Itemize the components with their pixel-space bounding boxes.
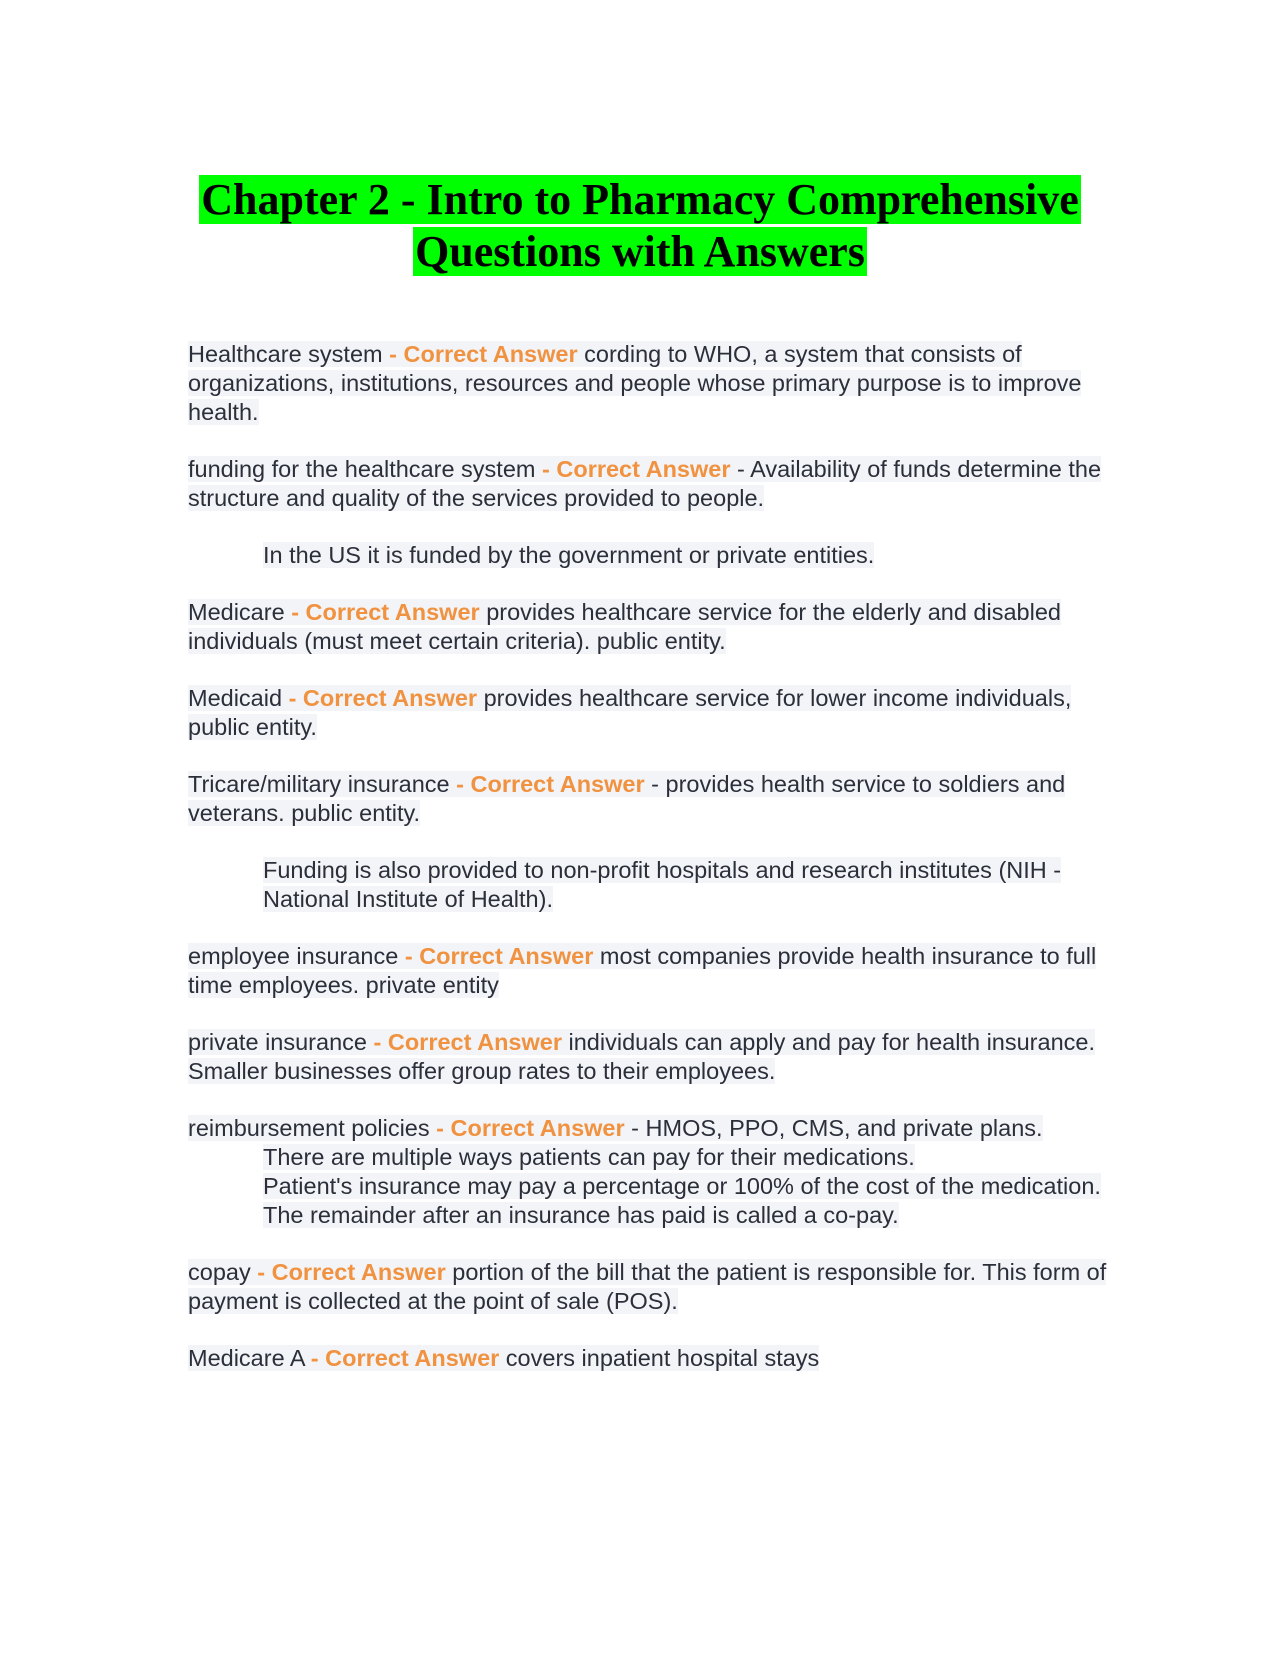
qa-item [188, 684, 1138, 742]
definition: provides healthcare service for the elderly and disabled individuals (must meet certain criteria). public entity. [188, 599, 1061, 654]
term: copay [188, 1259, 258, 1285]
answer-marker: - Correct Answer [542, 456, 731, 482]
definition: portion of the bill that the patient is responsible for. This form of payment is collected at the point of sale (POS). [188, 1259, 1107, 1314]
definition: - HMOS, PPO, CMS, and private plans. [624, 1115, 1043, 1141]
term: Tricare/military insurance [188, 771, 457, 797]
definition: provides healthcare service for lower income individuals, public entity. [188, 685, 1072, 740]
term: reimbursement policies [188, 1115, 437, 1141]
definition: cording to WHO, a system that consists of organizations, institutions, resources and people whose primary purpose is to improve health. [188, 341, 1082, 425]
qa-item [188, 340, 1138, 427]
qa-item [188, 770, 1138, 828]
note-text: In the US it is funded by the government or private entities. [263, 542, 875, 568]
definition: - provides health service to soldiers and veterans. public entity. [188, 771, 1066, 826]
qa-item [188, 1028, 1138, 1086]
subline: The remainder after an insurance has paid is called a co-pay. [263, 1202, 899, 1228]
answer-marker: - Correct Answer [389, 341, 578, 367]
document-title [0, 174, 1280, 278]
qa-note [263, 856, 1138, 914]
qa-item [188, 942, 1138, 1000]
term: Medicare A [188, 1345, 311, 1371]
term: Healthcare system [188, 341, 390, 367]
answer-marker: - Correct Answer [404, 943, 594, 969]
term: Medicare [188, 599, 292, 625]
answer-marker: - Correct Answer [456, 771, 645, 797]
answer-marker: - Correct Answer [310, 1345, 500, 1371]
qa-item [188, 1344, 1138, 1373]
qa-item [188, 455, 1138, 513]
answer-marker: - Correct Answer [257, 1259, 446, 1285]
answer-marker: - Correct Answer [436, 1115, 625, 1141]
qa-item [188, 1114, 1138, 1230]
term: Medicaid [188, 685, 289, 711]
subline: There are multiple ways patients can pay for their medications. [263, 1144, 915, 1170]
term: funding for the healthcare system [188, 456, 543, 482]
definition: most companies provide health insurance to full time employees. private entity [188, 943, 1097, 998]
definition: covers inpatient hospital stays [499, 1345, 820, 1371]
qa-item [188, 1258, 1138, 1316]
title-line-2: Questions with Answers [415, 227, 865, 276]
answer-marker: - Correct Answer [291, 599, 480, 625]
definition: - Availability of funds determine the structure and quality of the services provided to people. [188, 456, 1102, 511]
definition: individuals can apply and pay for health insurance. Smaller businesses offer group rates to their employees. [188, 1029, 1095, 1084]
answer-marker: - Correct Answer [373, 1029, 562, 1055]
note-text: Funding is also provided to non-profit hospitals and research institutes (NIH - National Institute of Health). [263, 857, 1062, 912]
term: employee insurance [188, 943, 405, 969]
term: private insurance [188, 1029, 374, 1055]
qa-list [188, 340, 1138, 1401]
answer-marker: - Correct Answer [288, 685, 478, 711]
qa-note [263, 541, 1138, 570]
title-line-1: Chapter 2 - Intro to Pharmacy Comprehensive [201, 175, 1079, 224]
qa-item [188, 598, 1138, 656]
subline: Patient's insurance may pay a percentage or 100% of the cost of the medication. [263, 1173, 1101, 1199]
